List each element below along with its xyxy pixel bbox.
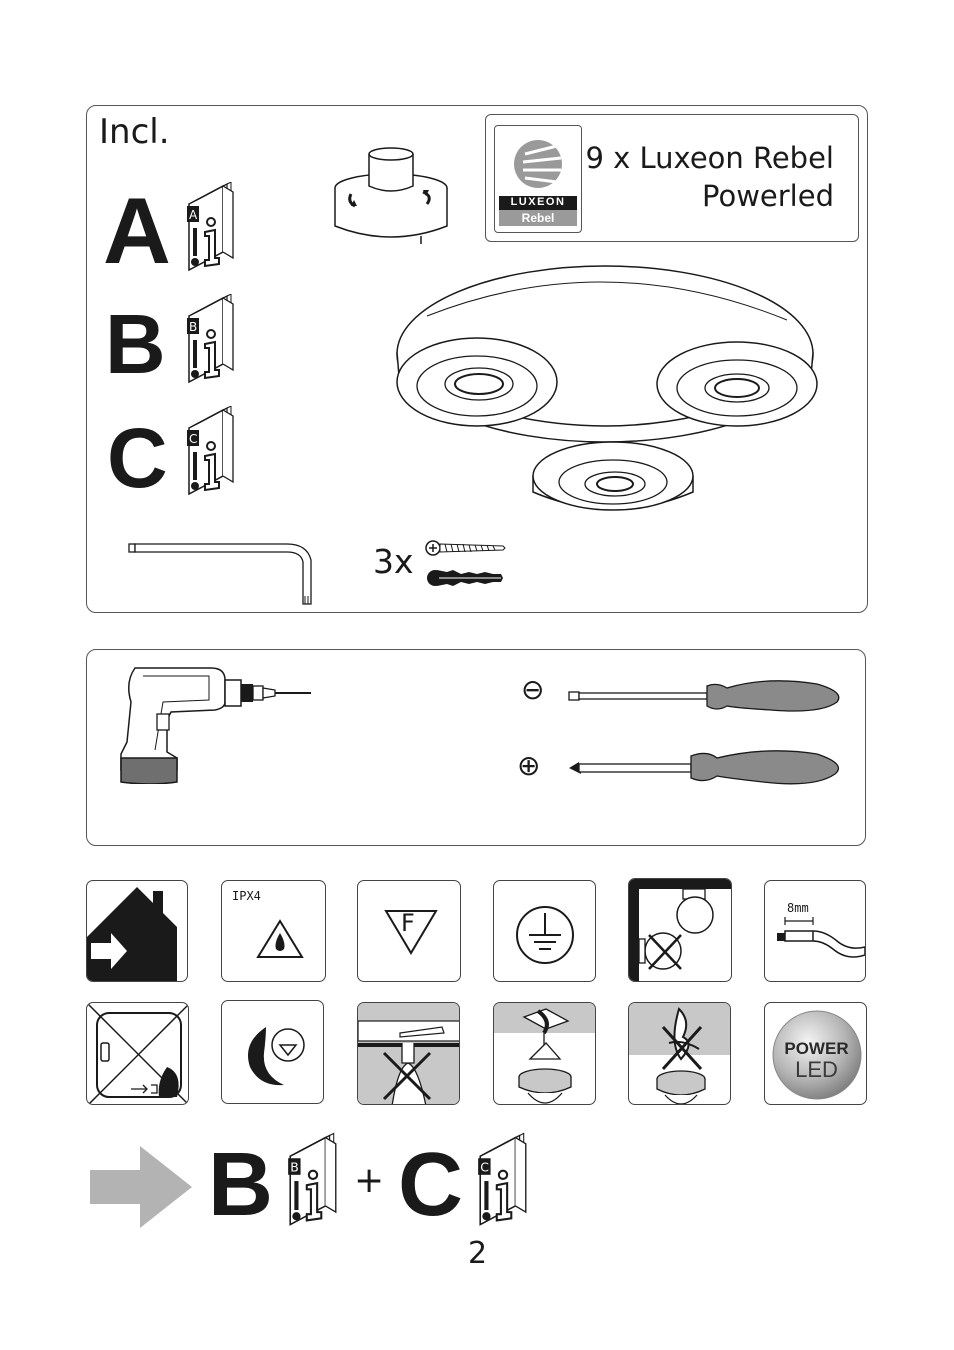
page-number: 2: [468, 1236, 488, 1271]
footer-manual-tag-c: C: [480, 1159, 489, 1175]
manual-letter-c: C: [107, 411, 168, 505]
phillips-screwdriver-symbol: ⊕: [517, 749, 541, 782]
luxeon-logo: [494, 125, 582, 233]
manual-tag-a: A: [189, 208, 198, 222]
indoor-use-icon: [86, 880, 188, 982]
no-dimmer-bulb-icon: [357, 1002, 460, 1105]
lamp-fixture-illustration: [387, 256, 827, 530]
led-label: LED: [795, 1057, 838, 1082]
manual-letter-a: A: [103, 178, 171, 283]
luxeon-logo-name: LUXEON: [510, 196, 566, 208]
included-panel: [86, 105, 868, 613]
manual-letter-b: B: [105, 297, 166, 391]
flat-screwdriver-icon: [567, 678, 847, 722]
luxeon-line-1: 9 x Luxeon Rebel: [585, 141, 834, 175]
manual-booklet-a-icon: [183, 182, 239, 276]
earth-ground-icon: [493, 880, 596, 982]
luxeon-logo-sub: Rebel: [521, 211, 555, 225]
f-mark-label: F: [401, 909, 415, 937]
footer-plus-sign: +: [354, 1160, 385, 1201]
manual-booklet-b-icon: [183, 294, 239, 388]
footer-manual-tag-b: B: [290, 1159, 299, 1175]
ipx-label: IPX4: [232, 889, 261, 903]
switch-off-before-install-icon: [86, 1002, 189, 1105]
no-insulation-cover-icon: [628, 878, 732, 982]
footer-manual-booklet-c-icon: [474, 1132, 532, 1232]
drill-icon: [115, 662, 315, 788]
power-led-icon: [764, 1002, 867, 1105]
manual-booklet-c-icon: [183, 406, 239, 500]
screw-and-plug-icon: [423, 534, 513, 594]
allen-key-icon: [127, 538, 317, 612]
footer-manual-letter-c: C: [398, 1135, 463, 1235]
screws-count: 3x: [373, 542, 414, 581]
manual-tag-c: C: [189, 432, 198, 446]
included-title: Incl.: [99, 112, 170, 152]
manual-tag-b: B: [189, 320, 198, 334]
f-mark-icon: [357, 880, 461, 982]
luxeon-info-box: [485, 114, 859, 242]
tools-panel: [86, 649, 866, 846]
no-outdoor-mount-icon: [628, 1002, 731, 1105]
ipx4-icon: [221, 880, 326, 982]
luxeon-line-2: Powerled: [702, 179, 834, 213]
mounting-bracket-illustration: [331, 144, 451, 252]
phillips-screwdriver-icon: [567, 746, 847, 794]
footer-manual-letter-b: B: [208, 1135, 273, 1235]
flat-screwdriver-symbol: ⊖: [521, 673, 545, 706]
strip-length-icon: [764, 880, 866, 982]
power-label: POWER: [784, 1039, 849, 1058]
ceiling-mount-icon: [493, 1002, 596, 1105]
strip-length-label: 8mm: [787, 901, 809, 915]
thermal-distance-icon: [221, 1000, 324, 1104]
footer-manual-booklet-b-icon: [284, 1132, 342, 1232]
next-step-arrow-icon: [88, 1144, 194, 1234]
